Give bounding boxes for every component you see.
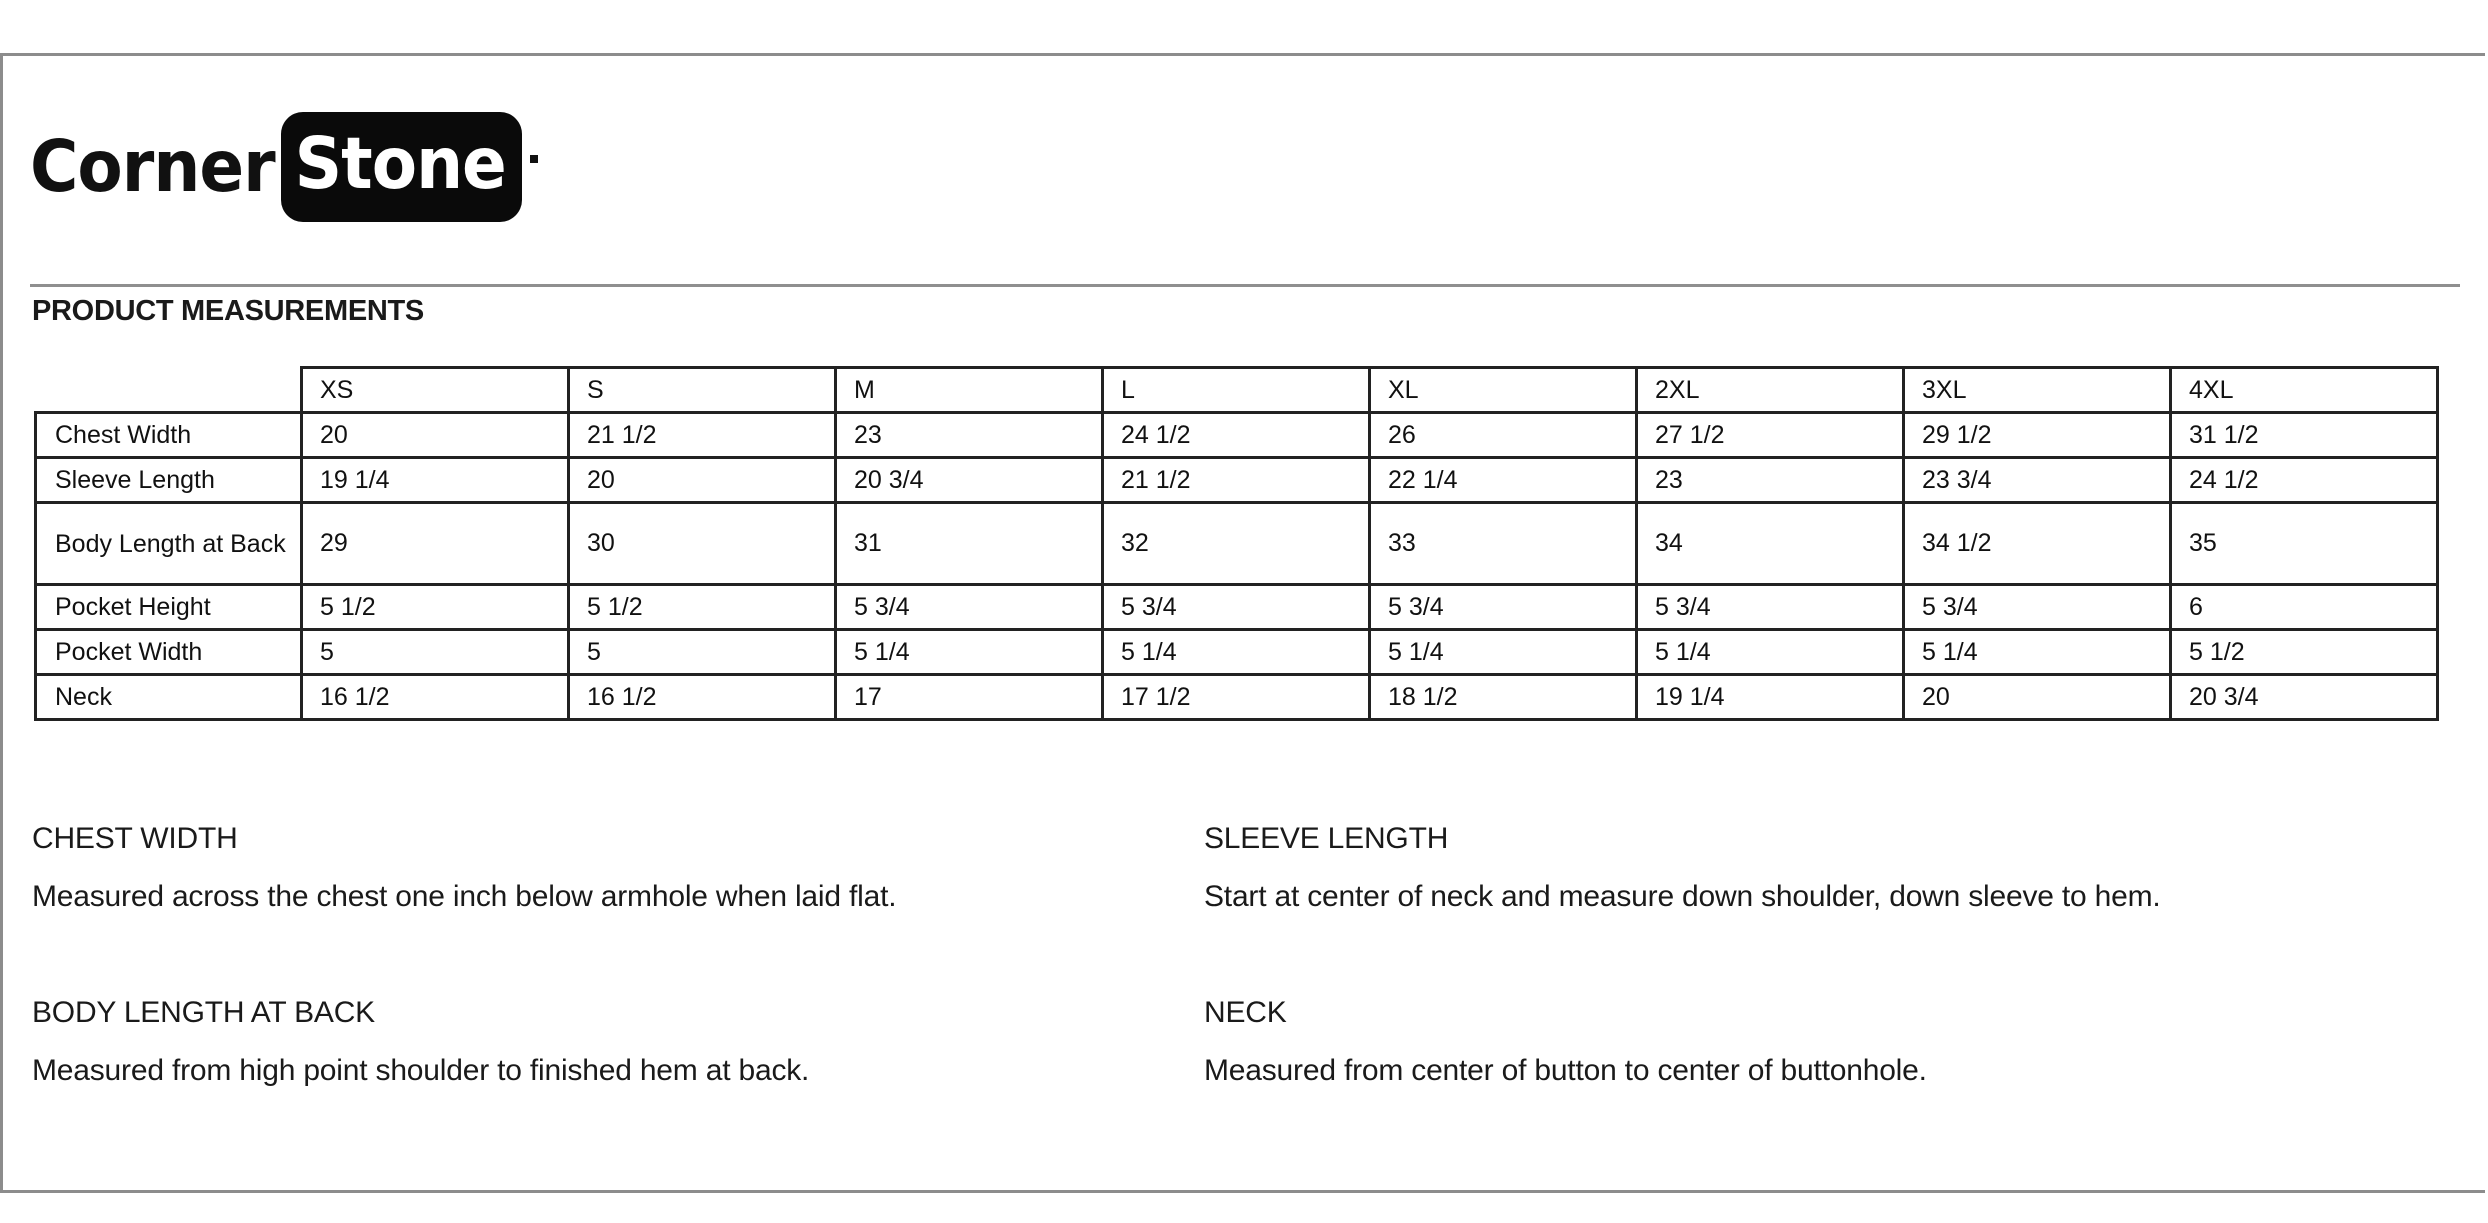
table-cell: 19 1/4 (1637, 675, 1904, 720)
table-corner-cell (36, 368, 302, 413)
desc-body-length (32, 996, 1132, 1088)
size-header-xl: XL (1370, 368, 1637, 413)
table-cell: 20 3/4 (836, 458, 1103, 503)
table-cell: 20 (302, 413, 569, 458)
table-cell: 33 (1370, 503, 1637, 585)
desc-chest-width (32, 822, 1132, 914)
table-cell: 20 (569, 458, 836, 503)
table-cell: 5 1/4 (1370, 630, 1637, 675)
table-cell: 5 3/4 (1370, 585, 1637, 630)
table-cell: 27 1/2 (1637, 413, 1904, 458)
table-cell: 19 1/4 (302, 458, 569, 503)
size-header-l: L (1103, 368, 1370, 413)
table-cell: 16 1/2 (569, 675, 836, 720)
header-divider (30, 284, 2460, 287)
table-cell: 20 (1904, 675, 2171, 720)
size-header-s: S (569, 368, 836, 413)
logo-stone-badge (281, 112, 522, 222)
row-label: Sleeve Length (36, 458, 302, 503)
table-row (36, 585, 2438, 630)
desc-text: Measured across the chest one inch below armhole when laid flat. (32, 880, 897, 913)
size-header-xs: XS (302, 368, 569, 413)
table-cell: 5 1/4 (836, 630, 1103, 675)
table-cell: 24 1/2 (1103, 413, 1370, 458)
table-cell: 23 3/4 (1904, 458, 2171, 503)
row-label: Chest Width (36, 413, 302, 458)
table-cell: 5 1/4 (1904, 630, 2171, 675)
table-row (36, 675, 2438, 720)
table-cell: 5 1/2 (302, 585, 569, 630)
section-title: PRODUCT MEASUREMENTS (32, 295, 424, 327)
table-cell: 32 (1103, 503, 1370, 585)
cornerstone-logo (30, 111, 538, 223)
table-cell: 17 1/2 (1103, 675, 1370, 720)
table-cell: 5 1/4 (1637, 630, 1904, 675)
table-cell: 5 3/4 (1904, 585, 2171, 630)
size-header-4xl: 4XL (2171, 368, 2438, 413)
table-cell: 29 (302, 503, 569, 585)
table-cell: 21 1/2 (569, 413, 836, 458)
table-cell: 5 3/4 (836, 585, 1103, 630)
table-cell: 23 (836, 413, 1103, 458)
table-cell: 16 1/2 (302, 675, 569, 720)
size-header-3xl: 3XL (1904, 368, 2171, 413)
table-cell: 5 1/2 (569, 585, 836, 630)
table-cell: 24 1/2 (2171, 458, 2438, 503)
table-cell: 31 1/2 (2171, 413, 2438, 458)
size-header-m: M (836, 368, 1103, 413)
table-cell: 5 3/4 (1103, 585, 1370, 630)
table-cell: 5 (302, 630, 569, 675)
desc-neck (1204, 996, 2304, 1088)
measurement-sheet (0, 53, 2485, 1193)
table-cell: 31 (836, 503, 1103, 585)
table-cell: 20 3/4 (2171, 675, 2438, 720)
logo-text-stone: Stone (294, 121, 506, 206)
table-cell: 34 (1637, 503, 1904, 585)
table-row (36, 503, 2438, 585)
desc-title: NECK (1204, 996, 1287, 1029)
table-row (36, 413, 2438, 458)
table-cell: 5 1/2 (2171, 630, 2438, 675)
table-cell: 34 1/2 (1904, 503, 2171, 585)
size-header-2xl: 2XL (1637, 368, 1904, 413)
table-header-row (36, 368, 2438, 413)
desc-title: SLEEVE LENGTH (1204, 822, 1449, 855)
table-cell: 17 (836, 675, 1103, 720)
table-cell: 21 1/2 (1103, 458, 1370, 503)
table-cell: 5 3/4 (1637, 585, 1904, 630)
size-chart-table (34, 366, 2439, 721)
desc-title: CHEST WIDTH (32, 822, 238, 855)
desc-sleeve-length (1204, 822, 2304, 914)
logo-text-corner: Corner (30, 124, 275, 209)
desc-text: Start at center of neck and measure down shoulder, down sleeve to hem. (1204, 880, 2161, 913)
desc-title: BODY LENGTH AT BACK (32, 996, 375, 1029)
table-cell: 29 1/2 (1904, 413, 2171, 458)
table-cell: 18 1/2 (1370, 675, 1637, 720)
table-cell: 23 (1637, 458, 1904, 503)
table-cell: 35 (2171, 503, 2438, 585)
row-label: Body Length at Back (36, 503, 302, 585)
table-cell: 5 (569, 630, 836, 675)
table-cell: 6 (2171, 585, 2438, 630)
table-cell: 30 (569, 503, 836, 585)
logo-dot (530, 155, 538, 163)
desc-text: Measured from high point shoulder to finished hem at back. (32, 1054, 810, 1087)
table-cell: 22 1/4 (1370, 458, 1637, 503)
table-row (36, 630, 2438, 675)
row-label: Pocket Width (36, 630, 302, 675)
table-cell: 5 1/4 (1103, 630, 1370, 675)
table-cell: 26 (1370, 413, 1637, 458)
table-row (36, 458, 2438, 503)
row-label: Neck (36, 675, 302, 720)
row-label: Pocket Height (36, 585, 302, 630)
desc-text: Measured from center of button to center of buttonhole. (1204, 1054, 1927, 1087)
